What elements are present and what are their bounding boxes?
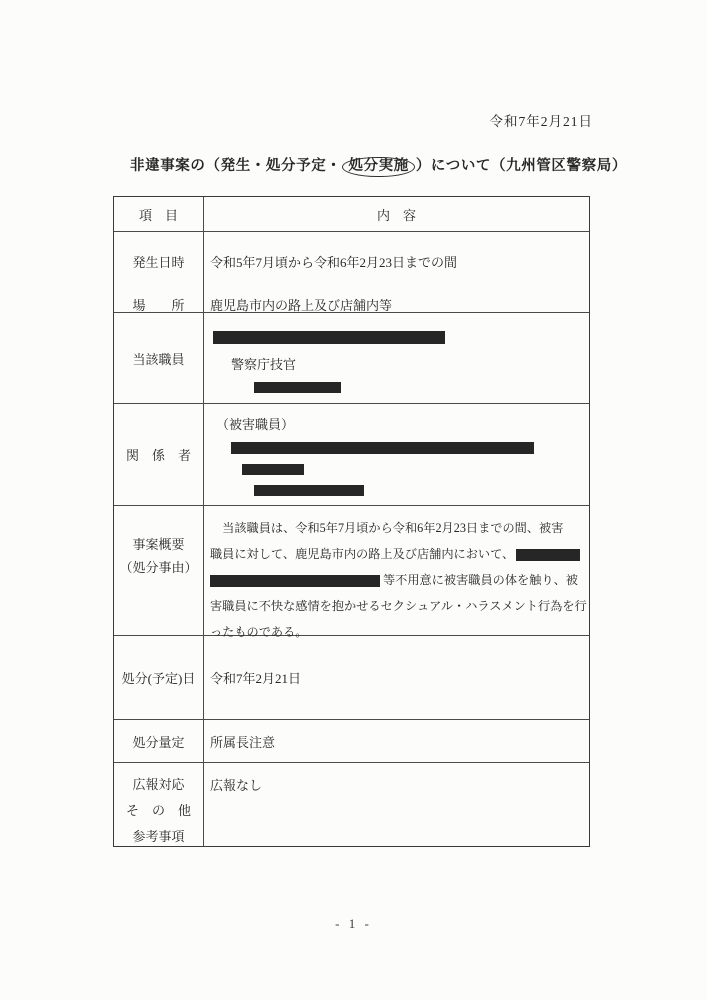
title-suffix: ）について（九州管区警察局） xyxy=(415,158,627,174)
subject-employee-label-cell: 当該職員 xyxy=(114,313,204,403)
redaction-bar xyxy=(242,464,304,475)
occurrence-place-value: 鹿児島市内の路上及び店舗内等 xyxy=(210,298,393,313)
disposition-reason-label: （処分事由） xyxy=(119,560,198,575)
disposition-date-label-cell: 処分(予定)日 xyxy=(114,636,204,719)
other-label: そ の 他 xyxy=(125,803,191,818)
case-summary-line: 害職員に不快な感情を抱かせるセクシュアル・ハラスメント行為を行 xyxy=(210,599,587,613)
publicity-label: 広報対応 xyxy=(132,777,185,792)
table-header-row xyxy=(114,197,589,231)
disposition-measure-value-cell: 所属長注意 xyxy=(210,734,276,750)
circled-disposition-implemented: 処分実施 xyxy=(342,157,414,177)
redaction-bar xyxy=(516,549,580,561)
subject-employee-content-cell xyxy=(204,313,589,403)
case-summary-line: 等不用意に被害職員の体を触り、被 xyxy=(210,567,583,593)
case-summary-row xyxy=(114,505,589,639)
page-number: - 1 - xyxy=(335,916,372,931)
occurrence-label-cell xyxy=(114,232,204,312)
redaction-bar xyxy=(254,382,341,393)
publicity-label-cell xyxy=(114,763,204,846)
redaction-bar xyxy=(210,575,380,587)
disposition-measure-row xyxy=(114,719,589,762)
case-report-table xyxy=(113,196,590,847)
victim-employee-heading: （被害職員） xyxy=(216,417,295,432)
case-summary-content-cell xyxy=(204,506,589,639)
redaction-bar xyxy=(254,485,364,496)
occurrence-row xyxy=(114,231,589,312)
subject-employee-title: 警察庁技官 xyxy=(231,357,297,372)
case-summary-line: 当該職員は、令和5年7月頃から令和6年2月23日までの間、被害 xyxy=(210,521,564,535)
document-date: 令和7年2月21日 xyxy=(489,114,593,129)
disposition-measure-label-cell: 処分量定 xyxy=(114,720,204,762)
redaction-bar xyxy=(231,442,534,454)
related-persons-label-cell: 関 係 者 xyxy=(114,404,204,505)
occurrence-place-label: 場 所 xyxy=(132,298,185,313)
title-prefix: 非違事案の（発生・処分予定・ xyxy=(130,158,342,174)
case-summary-label: 事案概要 xyxy=(132,537,185,552)
publicity-row xyxy=(114,762,589,846)
case-summary-line: ったものである。 xyxy=(210,625,308,639)
reference-label: 参考事項 xyxy=(132,829,185,844)
header-item-cell: 項 目 xyxy=(114,197,204,231)
document-title xyxy=(130,154,627,177)
publicity-value-cell: 広報なし xyxy=(210,778,263,793)
occurrence-datetime-value: 令和5年7月頃から令和6年2月23日までの間 xyxy=(210,255,458,270)
disposition-date-row xyxy=(114,635,589,719)
occurrence-content-cell xyxy=(204,232,589,312)
subject-employee-row xyxy=(114,312,589,403)
disposition-date-value-cell: 令和7年2月21日 xyxy=(210,671,302,686)
redaction-bar xyxy=(213,331,445,344)
header-content-cell: 内 容 xyxy=(376,207,416,223)
related-persons-row xyxy=(114,403,589,505)
case-summary-line: 職員に対して、鹿児島市内の路上及び店舗内において、 xyxy=(210,541,583,567)
related-persons-content-cell xyxy=(204,404,589,505)
case-summary-label-cell xyxy=(114,506,204,635)
occurrence-datetime-label: 発生日時 xyxy=(132,255,185,270)
